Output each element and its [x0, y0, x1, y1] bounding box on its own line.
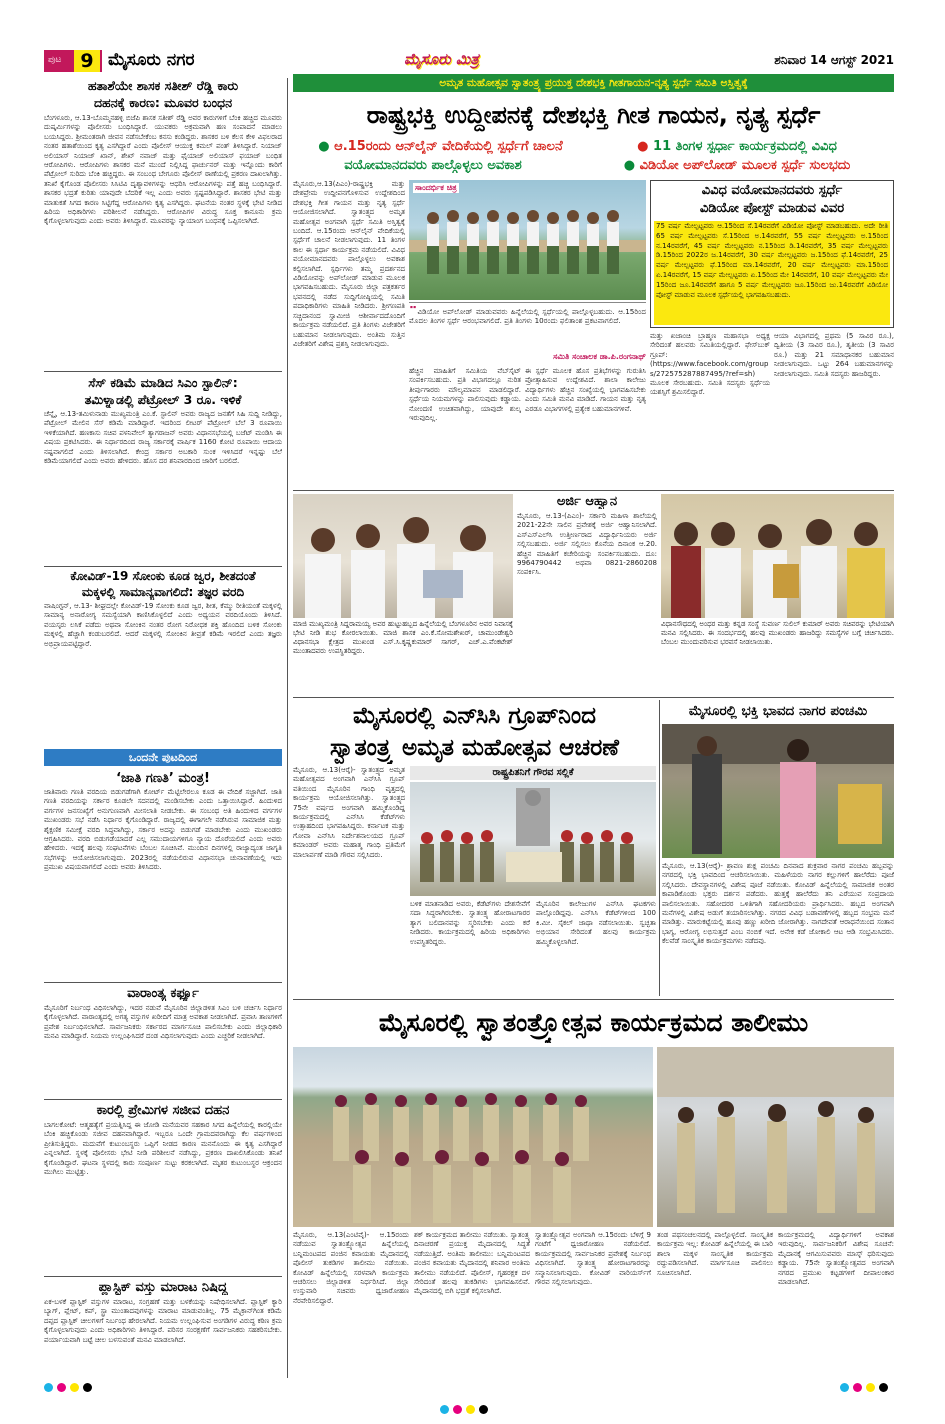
article-body: ಕಾರ್ಯಕ್ರಮದಲ್ಲಿ ವಿದ್ಯಾರ್ಥಿಗಳಿಗೆ ಅವಕಾಶ ಇರುವುದಿಲ್ಲ. ಸಾರ್ವಜನಿಕರಿಗೆ ವಿಶೇಷ ಸೂಚನೆ: ಮೈದಾನಕ್ಕೆ ಆಗಮಿಸುವವರು ಮಾಸ್ಕ್ ಧರಿಸುವುದು ಕಡ್ಡಾಯ. 75ನೇ ಸ್ವಾತಂತ್ರ್ಯೋತ್ಸವದ ಅಂಗವಾಗಿ ನಗರದ ಪ್ರಮುಖ ಕಟ್ಟಡಗಳಿಗೆ ದೀಪಾಲಂಕಾರ ಮಾಡಲಾಗಿದೆ.: [778, 1231, 894, 1287]
article-body: ಶಕ್ ಕಾರ್ಯಕ್ರಮದ ತಾಲೀಮು ನಡೆಯಿತು. ಸ್ವಾತಂತ್ರ್ಯ ದಿನಾಚರಣೆ ಪ್ರಯುಕ್ತ ಮೈದಾನದಲ್ಲಿ ಸಿದ್ಧತೆ ನಡೆಯುತ್ತಿದೆ. ಅಂತಿಮ ತಾಲೀಮು: ಬನ್ನಿಮಂಟಪದ ಪಂಜಿನ ಕವಾಯತು ಮೈದಾನದಲ್ಲಿ ಶನಿವಾರ ಅಂತಿಮ ತಾಲೀಮು ನಡೆಯಲಿದೆ. ಪೊಲೀಸ್, ಗೃಹರಕ್ಷಕ ದಳ ಸೇರಿದಂತೆ ಹಲವು ತುಕಡಿಗಳು ಭಾಗವಹಿಸಲಿವೆ. ಮೈದಾನದಲ್ಲಿ ಬಿಗಿ ಭದ್ರತೆ ಕಲ್ಪಿಸಲಾಗಿದೆ.: [414, 1231, 530, 1296]
divider: [44, 982, 282, 983]
subhead-bullets: [293, 139, 894, 177]
article-body: ಮೈಸೂರು, ಆ.13(ಆರ್‍ಕೆ)- ಶ್ರಾವಣ ಶುಕ್ಲ ಪಂಚಮಿ ದಿನವಾದ ಶುಕ್ರವಾರ ನಾಗರ ಪಂಚಮಿ ಹಬ್ಬವನ್ನು ನಗರದಲ್ಲಿ ಭಕ್ತಿ ಭಾವದಿಂದ ಆಚರಿಸಲಾಯಿತು. ಮಹಿಳೆಯರು ನಾಗರ ಕಲ್ಲುಗಳಿಗೆ ಹಾಲೆರೆದು ಪೂಜೆ ಸಲ್ಲಿಸಿದರು. ದೇವಸ್ಥಾನಗಳಲ್ಲಿ ವಿಶೇಷ ಪೂಜೆ ನಡೆಯಿತು. ಕೋವಿಡ್ ಹಿನ್ನೆಲೆಯಲ್ಲಿ ಸಾಮಾಜಿಕ ಅಂತರ ಕಾಪಾಡಿಕೊಂಡು ಭಕ್ತರು ದರ್ಶನ ಪಡೆದರು. ಹುತ್ತಕ್ಕೆ ಹಾಲೆರೆದು ತನಿ ಎರೆಯುವ ಸಂಪ್ರದಾಯ ಪಾಲಿಸಲಾಯಿತು. ಸಹೋದರರ ಒಳಿತಿಗಾಗಿ ಸಹೋದರಿಯರು ಪ್ರಾರ್ಥಿಸಿದರು. ಹಬ್ಬದ ಅಂಗವಾಗಿ ಮನೆಗಳಲ್ಲಿ ವಿಶೇಷ ಅಡುಗೆ ತಯಾರಿಸಲಾಗಿತ್ತು. ನಗರದ ವಿವಿಧ ಬಡಾವಣೆಗಳಲ್ಲಿ ಹಬ್ಬದ ಸಂಭ್ರಮ ಮನೆ ಮಾಡಿತ್ತು. ಮಾರುಕಟ್ಟೆಯಲ್ಲಿ ಹೂವು ಹಣ್ಣು ಖರೀದಿ ಜೋರಾಗಿತ್ತು. ನಾಗದೇವತೆ ಆರಾಧನೆಯಿಂದ ಸಂತಾನ ಭಾಗ್ಯ, ಆರೋಗ್ಯ ಲಭಿಸುತ್ತದೆ ಎಂಬ ನಂಬಿಕೆ ಇದೆ. ಅನೇಕ ಕಡೆ ಜೋಕಾಲಿ ಆಟ ಆಡಿ ಸಂಭ್ರಮಿಸಿದರು. ಕೆಲವೆಡೆ ಸಾಂಸ್ಕೃತಿಕ ಕಾರ್ಯಕ್ರಮಗಳು ನಡೆದವು.: [662, 862, 894, 946]
yellow-dot-icon: [466, 1405, 475, 1414]
bullet-dot-icon: ●: [623, 158, 636, 173]
top-headline: ರಾಷ್ಟ್ರಭಕ್ತಿ ಉದ್ದೀಪನಕ್ಕೆ ದೇಶಭಕ್ತಿ ಗೀತ ಗಾಯನ, ನೃತ್ಯ ಸ್ಪರ್ಧೆ: [366, 101, 821, 129]
top-banner: ಅಮೃತ ಮಹೋತ್ಸವ ಸ್ವಾತಂತ್ರ್ಯ ಪ್ರಯುಕ್ತ ದೇಶಭಕ್ತಿ ಗೀತಗಾಯನ-ನೃತ್ಯ ಸ್ಪರ್ಧೆ ಸಮಿತಿ ಅಸ್ತಿತ್ವಕ್ಕೆ: [293, 74, 894, 92]
masthead-logo: ಮೈಸೂರು ಮಿತ್ರ: [404, 50, 479, 68]
article-headline: ಮಕ್ಕಳಲ್ಲಿ ಸಾಮಾನ್ಯವಾಗಲಿದೆ: ತಜ್ಞರ ವರದಿ: [81, 585, 245, 599]
article-body: ಬೆಂಗಳೂರು, ಆ.13-ಬೊಮ್ಮನಹಳ್ಳಿ ಬಿಜೆಪಿ ಶಾಸಕ ಸತೀಶ್ ರೆಡ್ಡಿ ಅವರ ಕಾರುಗಳಿಗೆ ಬೆಂಕಿ ಹಚ್ಚಿದ ಮೂವರು ದುಷ್ಕರ್ಮಿಗಳನ್ನು ಪೊಲೀಸರು ಬಂಧಿಸಿದ್ದಾರೆ. ಯುವಕರು ಅಕ್ರಮವಾಗಿ ಹಣ ಸಂಪಾದನೆ ಮಾಡಲು ಬಯಸಿದ್ದರು. ಶ್ರೀಮಂತರಾಗಿ ಜೀವನ ನಡೆಸಬೇಕೆಂಬ ಕನಸು ಕಂಡಿದ್ದರು. ಶಾಸಕರ ಬಳಿ ಕೆಲಸ ಕೇಳಿ ವಿಫಲರಾದ ನಂತರ ಹತಾಶೆಯಿಂದ ಕೃತ್ಯ ಎಸಗಿದ್ದಾರೆ ಎಂದು ಪೊಲೀಸ್ ಆಯುಕ್ತ ಕಮಲ್ ಪಂತ್ ತಿಳಿಸಿದ್ದಾರೆ. ನಿಯಾಜ್ ಅಲಿಯಾಸ್ ನಿಯಾಜ್ ಖಾನ್, ಶೇಖ್ ನವಾಜ್ ಮತ್ತು ಫೈಯಾಜ್ ಅಲಿಯಾಸ್ ಫಯಾಜ್ ಬಂಧಿತ ಆರೋಪಿಗಳು. ಆರೋಪಿಗಳು ಶಾಸಕರ ಮನೆ ಮುಂದೆ ನಿಲ್ಲಿಸಿದ್ದ ಫಾರ್ಚುನರ್ ಮತ್ತು ಇನ್ನೊಂದು ಕಾರಿಗೆ ಪೆಟ್ರೋಲ್ ಸುರಿದು ಬೆಂಕಿ ಹಚ್ಚಿದ್ದರು. ಈ ಸಂಬಂಧ ಬೇಗೂರು ಪೊಲೀಸ್ ಠಾಣೆಯಲ್ಲಿ ಪ್ರಕರಣ ದಾಖಲಾಗಿತ್ತು. ತನಿಖೆ ಕೈಗೊಂಡ ಪೊಲೀಸರು ಸಿಸಿಟಿವಿ ದೃಶ್ಯಾವಳಿಗಳನ್ನು ಆಧರಿಸಿ ಆರೋಪಿಗಳನ್ನು ಪತ್ತೆ ಹಚ್ಚಿ ಬಂಧಿಸಿದ್ದಾರೆ. ಶಾಸಕರ ಭದ್ರತೆ ಕುರಿತು ಯಾವುದೇ ಬೆದರಿಕೆ ಇಲ್ಲ ಎಂದು ಅವರು ಸ್ಪಷ್ಟಪಡಿಸಿದ್ದಾರೆ. ಶಾಸಕರ ಭೇಟಿ ಮತ್ತು ಮಾತುಕತೆ ಸಿಗದ ಕಾರಣ ಸಿಟ್ಟಿಗೆದ್ದ ಆರೋಪಿಗಳು ಕೃತ್ಯ ಎಸಗಿದ್ದರು. ಘಟನೆಯ ನಂತರ ಸ್ಥಳಕ್ಕೆ ಭೇಟಿ ನೀಡಿದ ಹಿರಿಯ ಅಧಿಕಾರಿಗಳು ಪರಿಶೀಲನೆ ನಡೆಸಿದ್ದರು. ಆರೋಪಿಗಳ ವಿರುದ್ಧ ಸೂಕ್ತ ಕಾನೂನು ಕ್ರಮ ಕೈಗೊಳ್ಳಲಾಗುವುದು ಎಂದು ಅವರು ತಿಳಿಸಿದ್ದಾರೆ. ಮೂವರನ್ನು ನ್ಯಾಯಾಂಗ ಬಂಧನಕ್ಕೆ ಒಪ್ಪಿಸಲಾಗಿದೆ.: [44, 114, 282, 226]
article-headline: ಸೆಸ್ ಕಡಿಮೆ ಮಾಡಿದ ಸಿಎಂ ಸ್ಟಾಲಿನ್:: [88, 375, 238, 390]
yellow-dot-icon: [70, 1383, 79, 1392]
black-dot-icon: [83, 1383, 92, 1392]
article-body: ಮೈಸೂರಿಗೆ ನಿರ್ಬಂಧ ವಿಧಿಸಲಾಗಿದ್ದು, ಇದರ ನಡುವೆ ಮೈಸೂರಿನ ಜಿಲ್ಲಾಡಳಿತ ಸಿಎಂ ಬಳಿ ಚರ್ಚಿಸಿ ನಿರ್ಧಾರ ಕೈಗೊಳ್ಳಲಾಗಿದೆ. ವಾರಾಂತ್ಯದಲ್ಲಿ ಅಗತ್ಯ ವಸ್ತುಗಳ ಖರೀದಿಗೆ ಮಾತ್ರ ಅವಕಾಶ ನೀಡಲಾಗಿದೆ. ಪ್ರವಾಸಿ ತಾಣಗಳಿಗೆ ಪ್ರವೇಶ ನಿರ್ಬಂಧಿಸಲಾಗಿದೆ. ಸಾರ್ವಜನಿಕರು ಸರ್ಕಾರದ ಮಾರ್ಗಸೂಚಿ ಪಾಲಿಸಬೇಕು ಎಂದು ಜಿಲ್ಲಾಧಿಕಾರಿ ಮನವಿ ಮಾಡಿದ್ದಾರೆ. ನಿಯಮ ಉಲ್ಲಂಘಿಸಿದರೆ ದಂಡ ವಿಧಿಸಲಾಗುವುದು ಎಂದು ಎಚ್ಚರಿಕೆ ನೀಡಲಾಗಿದೆ.: [44, 1004, 282, 1041]
article-headline: ಹತಾಶೆಯೇ ಶಾಸಕ ಸತೀಶ್ ರೆಡ್ಡಿ ಕಾರು: [87, 78, 239, 93]
photo-parade-rehearsal: [293, 1047, 653, 1227]
yellow-dot-icon: [866, 1383, 875, 1392]
ncc-cadets-figures: [410, 782, 656, 896]
subhead-text: ವಯೋಮಾನದವರು ಪಾಲ್ಗೊಳ್ಳಲು ಅವಕಾಶ: [344, 158, 522, 173]
divider: [293, 999, 894, 1000]
article-body: ಈ ಸ್ಪರ್ಧೆ ಮೂಲಕ ಹೊಸ ಪ್ರತಿಭೆಗಳನ್ನು ಗುರುತಿಸಿ ಪ್ರೋತ್ಸಾಹಿಸುವ ಉದ್ದೇಶವಿದೆ. ಶಾಲಾ ಕಾಲೇಜು ವಿದ್ಯಾರ್ಥಿಗಳು ಹೆಚ್ಚಿನ ಸಂಖ್ಯೆಯಲ್ಲಿ ಭಾಗವಹಿಸಬೇಕು ಎಂದು ಸಮಿತಿ ಮನವಿ ಮಾಡಿದೆ. ಗಾಯನ ಮತ್ತು ನೃತ್ಯ ಎರಡೂ ವಿಭಾಗಗಳಲ್ಲಿ ಪ್ರತ್ಯೇಕ ಬಹುಮಾನಗಳಿವೆ.: [525, 367, 646, 413]
photo-siddaramaiah-visit: [293, 494, 513, 618]
ncc-photo-label: ರಾಷ್ಟ್ರಪಿತನಿಗೆ ಗೌರವ ಸಲ್ಲಿಕೆ: [410, 766, 656, 780]
continued-banner: ಒಂದನೇ ಪುಟದಿಂದ: [44, 749, 282, 766]
subhead-bullet: [303, 158, 563, 173]
article-body: ಚೆನ್ನೈ, ಆ.13-ತಮಿಳುನಾಡು ಮುಖ್ಯಮಂತ್ರಿ ಎಂ.ಕೆ. ಸ್ಟಾಲಿನ್ ಅವರು ರಾಜ್ಯದ ಜನತೆಗೆ ಸಿಹಿ ಸುದ್ದಿ ನೀಡಿದ್ದು, ಪೆಟ್ರೋಲ್ ಮೇಲಿನ ಸೆಸ್ ಕಡಿಮೆ ಮಾಡಿದ್ದಾರೆ. ಇದರಿಂದ ಲೀಟರ್ ಪೆಟ್ರೋಲ್ ಬೆಲೆ 3 ರೂಪಾಯಿ ಇಳಿಕೆಯಾಗಿದೆ. ಹಣಕಾಸು ಸಚಿವ ಪಳನಿವೇಲ್ ತ್ಯಾಗರಾಜನ್ ಅವರು ವಿಧಾನಸಭೆಯಲ್ಲಿ ಬಜೆಟ್ ಮಂಡಿಸಿ ಈ ವಿಷಯ ಪ್ರಕಟಿಸಿದರು. ಈ ನಿರ್ಧಾರದಿಂದ ರಾಜ್ಯ ಸರ್ಕಾರಕ್ಕೆ ವಾರ್ಷಿಕ 1160 ಕೋಟಿ ರೂಪಾಯಿ ಆದಾಯ ನಷ್ಟವಾಗಲಿದೆ ಎಂದು ತಿಳಿಸಲಾಗಿದೆ. ಕೇಂದ್ರ ಸರ್ಕಾರ ಅಬಕಾರಿ ಸುಂಕ ಇಳಿಸಿದರೆ ಇನ್ನಷ್ಟು ಬೆಲೆ ಕಡಿಮೆಯಾಗಲಿದೆ ಎಂದು ಅವರು ಹೇಳಿದರು. ಹೊಸ ದರ ಶನಿವಾರದಿಂದ ಜಾರಿಗೆ ಬರಲಿದೆ.: [44, 410, 282, 466]
article-body: ಮೈಸೂರು,ಆ.13(ಪಿಎಂ)-ರಾಷ್ಟ್ರಭಕ್ತಿ ಮತ್ತು ದೇಶಪ್ರೇಮ ಉದ್ದೀಪನಗೊಳಿಸುವ ಉದ್ದೇಶದಿಂದ ದೇಶಭಕ್ತಿ ಗೀತ ಗಾಯನ ಮತ್ತು ನೃತ್ಯ ಸ್ಪರ್ಧೆ ಆಯೋಜಿಸಲಾಗಿದೆ. ಸ್ವಾತಂತ್ರ್ಯದ ಅಮೃತ ಮಹೋತ್ಸವ ಅಂಗವಾಗಿ ಸ್ಪರ್ಧೆ ಸಮಿತಿ ಅಸ್ತಿತ್ವಕ್ಕೆ ಬಂದಿದೆ. ಆ.15ರಂದು ಆನ್‍ಲೈನ್ ವೇದಿಕೆಯಲ್ಲಿ ಸ್ಪರ್ಧೆಗೆ ಚಾಲನೆ ನೀಡಲಾಗುವುದು. 11 ತಿಂಗಳ ಕಾಲ ಈ ಸ್ಪರ್ಧಾ ಕಾರ್ಯಕ್ರಮ ನಡೆಯಲಿದೆ. ವಿವಿಧ ವಯೋಮಾನದವರು ಪಾಲ್ಗೊಳ್ಳಲು ಅವಕಾಶ ಕಲ್ಪಿಸಲಾಗಿದೆ. ಸ್ಪರ್ಧಿಗಳು ತಮ್ಮ ಪ್ರದರ್ಶನದ ವಿಡಿಯೋವನ್ನು ಅಪ್‍ಲೋಡ್ ಮಾಡುವ ಮೂಲಕ ಭಾಗವಹಿಸಬಹುದು. ಮೈಸೂರು ಜಿಲ್ಲಾ ಪತ್ರಕರ್ತರ ಭವನದಲ್ಲಿ ನಡೆದ ಸುದ್ದಿಗೋಷ್ಠಿಯಲ್ಲಿ ಸಮಿತಿ ಪದಾಧಿಕಾರಿಗಳು ಮಾಹಿತಿ ನೀಡಿದರು. ಶ್ರೀಗಣಪತಿ ಸಚ್ಚಿದಾನಂದ ಸ್ವಾಮೀಜಿ ಆಶೀರ್ವಾದದೊಂದಿಗೆ ಕಾರ್ಯಕ್ರಮ ನಡೆಯಲಿದೆ. ಪ್ರತಿ ತಿಂಗಳು ವಿಜೇತರಿಗೆ ಬಹುಮಾನ ನೀಡಲಾಗುವುದು. ಅಂತಿಮ ಸುತ್ತಿನ ವಿಜೇತರಿಗೆ ವಿಶೇಷ ಪ್ರಶಸ್ತಿ ನೀಡಲಾಗುವುದು.: [293, 180, 405, 348]
section-title: ಮೈಸೂರು ನಗರ: [108, 50, 195, 70]
divider: [44, 1099, 282, 1100]
quote-body: ವಿಡಿಯೋ ಅಪ್‍ಲೋಡ್ ಮಾಡುವವರು ಹಿನ್ನೆಲೆಯಲ್ಲಿ ಸ್ಪರ್ಧೆಯಲ್ಲಿ ಪಾಲ್ಗೊಳ್ಳಬಹುದು. ಆ.15ರಿಂದ ಮೊದಲ ತಿಂಗಳ ಸ್ಪರ್ಧೆ ಆರಂಭವಾಗಲಿದೆ. ಪ್ರತಿ ತಿಂಗಳು 10ರಂದು ಫಲಿತಾಂಶ ಪ್ರಕಟವಾಗಲಿದೆ.: [409, 307, 646, 326]
quote-author: ಸಮಿತಿ ಸಂಚಾಲಕ ಡಾ.ಪಿ.ರಂಗನಾಥ್: [553, 352, 646, 361]
quote-text: [409, 306, 646, 350]
subhead-bullet: [581, 139, 893, 154]
article-body: ಜಾತಿವಾರು ಗಣತಿ ವರದಿಯ ಬಿಡುಗಡೆಗಾಗಿ ಕೋರ್ಟ್ ಮೆಟ್ಟಿಲೇರಲೂ ಕೂಡ ಈ ವೇದಿಕೆ ಸಜ್ಜಾಗಿದೆ. ಜಾತಿ ಗಣತಿ ವರದಿಯನ್ನು ಸರ್ಕಾರ ಕೂಡಲೇ ಸದನದಲ್ಲಿ ಮಂಡಿಸಬೇಕು ಎಂದು ಒತ್ತಾಯಿಸಿದ್ದಾರೆ. ಹಿಂದುಳಿದ ವರ್ಗಗಳ ಜನಸಂಖ್ಯೆಗೆ ಅನುಗುಣವಾಗಿ ಮೀಸಲಾತಿ ನೀಡಬೇಕು. ಈ ಸಂಬಂಧ ಅತಿ ಹಿಂದುಳಿದ ವರ್ಗಗಳ ಮುಖಂಡರು ಸಭೆ ನಡೆಸಿ ನಿರ್ಧಾರ ಕೈಗೊಂಡಿದ್ದಾರೆ. ರಾಜ್ಯದಲ್ಲಿ ಈಗಾಗಲೇ ನಡೆಸಿರುವ ಸಾಮಾಜಿಕ ಮತ್ತು ಶೈಕ್ಷಣಿಕ ಸಮೀಕ್ಷೆ ವರದಿ ಸಿದ್ಧವಾಗಿದ್ದು, ಸರ್ಕಾರ ಅದನ್ನು ಬಿಡುಗಡೆ ಮಾಡಬೇಕು ಎಂದು ಮುಖಂಡರು ಆಗ್ರಹಿಸಿದರು. ವರದಿ ಬಿಡುಗಡೆಯಾದರೆ ಎಲ್ಲ ಸಮುದಾಯಗಳಿಗೂ ನ್ಯಾಯ ದೊರೆಯಲಿದೆ ಎಂದು ಅವರು ಹೇಳಿದರು. ಇದಕ್ಕೆ ಹಲವು ಸಂಘಟನೆಗಳು ಬೆಂಬಲ ಸೂಚಿಸಿವೆ. ಮುಂದಿನ ದಿನಗಳಲ್ಲಿ ರಾಜ್ಯಾದ್ಯಂತ ಜಾಗೃತಿ ಸಭೆಗಳನ್ನು ಆಯೋಜಿಸಲಾಗುವುದು. 2023ರಲ್ಲಿ ನಡೆಯಲಿರುವ ವಿಧಾನಸಭಾ ಚುನಾವಣೆಯಲ್ಲಿ ಇದು ಪ್ರಮುಖ ವಿಷಯವಾಗಲಿದೆ ಎಂದು ಅವರು ತಿಳಿಸಿದರು.: [44, 788, 282, 872]
ncc-headline: ಸ್ವಾತಂತ್ರ್ಯ ಅಮೃತ ಮಹೋತ್ಸವ ಆಚರಣೆ: [330, 735, 619, 761]
photo-caption: ವಿಧಾನಸೌಧದಲ್ಲಿ ಅಂಧರ ಮತ್ತು ಕನ್ನಡ ಸಂಸ್ಥೆ ಸುವರ್ಣ ಸುಲಿಲ್ ಕುಮಾರ್ ಅವರು ಸಚಿವರನ್ನು ಭೇಟಿಯಾಗಿ ಮನವಿ ಸಲ್ಲಿಸಿದರು. ಈ ಸಂದರ್ಭದಲ್ಲಿ ಹಲವು ಮುಖಂಡರು ಹಾಜರಿದ್ದು ಸಮಸ್ಯೆಗಳ ಬಗ್ಗೆ ಚರ್ಚಿಸಿದರು. ಬೆಂಬಲ ಮುಂದುವರಿಸುವ ಭರವಸೆ ನೀಡಲಾಯಿತು.: [661, 620, 894, 694]
article-headline: ಕಾರಲ್ಲಿ ಪ್ರೇಮಿಗಳ ಸಜೀವ ದಹನ: [96, 1103, 230, 1118]
devotees-figures: [662, 724, 894, 858]
marching-police-figures: [293, 1047, 653, 1227]
subhead-bullet: [303, 139, 578, 154]
article-body: ಬಾಗಲಕೋಟೆ: ಆತ್ಮಹತ್ಯೆಗೆ ಪ್ರಯತ್ನಿಸಿದ್ದ ಈ ಜೋಡಿ ಮನೆಯವರ ಸಹಕಾರ ಸಿಗದ ಹಿನ್ನೆಲೆಯಲ್ಲಿ ಕಾರಲ್ಲಿಯೇ ಬೆಂಕಿ ಹಚ್ಚಿಕೊಂಡು ಸಜೀವ ದಹನವಾಗಿದ್ದಾರೆ. ಇಬ್ಬರೂ ಒಂದೇ ಗ್ರಾಮದವರಾಗಿದ್ದು ಕೆಲ ವರ್ಷಗಳಿಂದ ಪ್ರೀತಿಸುತ್ತಿದ್ದರು. ಮದುವೆಗೆ ಕುಟುಂಬಸ್ಥರು ಒಪ್ಪಿಗೆ ನೀಡದ ಕಾರಣ ಮನನೊಂದು ಈ ಕೃತ್ಯ ಎಸಗಿದ್ದಾರೆ ಎನ್ನಲಾಗಿದೆ. ಸ್ಥಳಕ್ಕೆ ಪೊಲೀಸರು ಭೇಟಿ ನೀಡಿ ಪರಿಶೀಲನೆ ನಡೆಸಿದ್ದು, ಪ್ರಕರಣ ದಾಖಲಿಸಿಕೊಂಡು ತನಿಖೆ ಕೈಗೊಂಡಿದ್ದಾರೆ. ಘಟನಾ ಸ್ಥಳದಲ್ಲಿ ಕಾರು ಸಂಪೂರ್ಣ ಸುಟ್ಟು ಕರಕಲಾಗಿದೆ. ಮೃತರ ಕುಟುಂಬಸ್ಥರ ಆಕ್ರಂದನ ಮುಗಿಲು ಮುಟ್ಟಿತ್ತು.: [44, 1121, 282, 1177]
divider: [44, 566, 282, 567]
registration-marks-center: [440, 1405, 504, 1415]
black-dot-icon: [879, 1383, 888, 1392]
article-headline: ವಾರಾಂತ್ಯ ಕರ್ಫ್ಯೂ: [127, 986, 199, 1001]
nagara-headline: ಮೈಸೂರಲ್ಲಿ ಭಕ್ತಿ ಭಾವದ ನಾಗರ ಪಂಚಮಿ: [688, 703, 868, 719]
police-officers-figures: [657, 1047, 894, 1227]
cyan-dot-icon: [44, 1383, 53, 1392]
divider: [293, 490, 894, 491]
photo-caption: ಮಾಜಿ ಮುಖ್ಯಮಂತ್ರಿ ಸಿದ್ದರಾಮಯ್ಯ ಅವರ ಹುಟ್ಟುಹಬ್ಬದ ಹಿನ್ನೆಲೆಯಲ್ಲಿ ಬೆಂಗಳೂರಿನ ಅವರ ನಿವಾಸಕ್ಕೆ ಭೇಟಿ ನೀಡಿ ಶುಭ ಕೋರಲಾಯಿತು. ಮಾಜಿ ಶಾಸಕ ಎಂ.ಕೆ.ಸೋಮಶೇಖರ್, ಚಾಮುಂಡೇಶ್ವರಿ ವಿಧಾನಸಭಾ ಕ್ಷೇತ್ರದ ಮುಖಂಡ ಎಸ್.ಸಿ.ಕೃಷ್ಣಕುಮಾರ್ ಸಾಗರ್, ಎಚ್.ಎ.ವೆಂಕಟೇಶ್ ಮುಂತಾದವರು ಉಪಸ್ಥಿತರಿದ್ದರು.: [293, 620, 513, 660]
article-headline: ‘ಜಾತಿ ಗಣತಿ’ ಮಂತ್ರ!: [116, 771, 210, 786]
page-header: [44, 50, 894, 72]
page-number: 9: [74, 50, 100, 72]
article-headline: ತಮಿಳ್ನಾಡಲ್ಲಿ ಪೆಟ್ರೋಲ್ 3 ರೂ. ಇಳಿಕೆ: [84, 392, 242, 407]
article-body: ಸ್ವಾತಂತ್ರ್ಯೋತ್ಸವ ಅಂಗವಾಗಿ ಆ.15ರಂದು ಬೆಳಿಗ್ಗೆ 9 ಗಂಟೆಗೆ ಧ್ವಜಾರೋಹಣ ನಡೆಯಲಿದೆ. ಕಾರ್ಯಕ್ರಮದಲ್ಲಿ ಸಾರ್ವಜನಿಕರ ಪ್ರವೇಶಕ್ಕೆ ನಿರ್ಬಂಧ ವಿಧಿಸಲಾಗಿದೆ. ಸ್ವಾತಂತ್ರ್ಯ ಹೋರಾಟಗಾರರನ್ನು ಸನ್ಮಾನಿಸಲಾಗುವುದು. ಕೋವಿಡ್ ವಾರಿಯರ್ಸ್‍ಗೆ ಗೌರವ ಸಲ್ಲಿಸಲಾಗುವುದು.: [535, 1231, 651, 1287]
magenta-dot-icon: [853, 1383, 862, 1392]
students-figures: [409, 180, 646, 300]
article-headline: ದಹನಕ್ಕೆ ಕಾರಣ: ಮೂವರ ಬಂಧನ: [93, 95, 233, 110]
article-body: ಮೈಸೂರು, ಆ.13(ಆರ್‍ಕೆ)- ಸ್ವಾತಂತ್ರ್ಯದ ಅಮೃತ ಮಹೋತ್ಸವದ ಅಂಗವಾಗಿ ಎನ್‍ಸಿಸಿ ಗ್ರೂಪ್ ವತಿಯಿಂದ ಮೈಸೂರಿನ ಗಾಂಧಿ ವೃತ್ತದಲ್ಲಿ ಕಾರ್ಯಕ್ರಮ ಆಯೋಜಿಸಲಾಗಿತ್ತು. ಸ್ವಾತಂತ್ರ್ಯದ 75ನೇ ವರ್ಷದ ಅಂಗವಾಗಿ ಹಮ್ಮಿಕೊಂಡಿದ್ದ ಕಾರ್ಯಕ್ರಮದಲ್ಲಿ ಎನ್‍ಸಿಸಿ ಕೆಡೆಟ್‍ಗಳು ಉತ್ಸಾಹದಿಂದ ಭಾಗವಹಿಸಿದ್ದರು. ಕರ್ನಾಟಕ ಮತ್ತು ಗೋವಾ ಎನ್‍ಸಿಸಿ ನಿರ್ದೇಶನಾಲಯದ ಗ್ರೂಪ್ ಕಮಾಂಡರ್ ಅವರು ಮಹಾತ್ಮ ಗಾಂಧಿ ಪ್ರತಿಮೆಗೆ ಮಾಲಾರ್ಪಣೆ ಮಾಡಿ ಗೌರವ ಸಲ್ಲಿಸಿದರು.: [293, 766, 405, 859]
subhead-text: ಆ.15ರಂದು ಆನ್‍ಲೈನ್ ವೇದಿಕೆಯಲ್ಲಿ ಸ್ಪರ್ಧೆಗೆ ಚಾಲನೆ: [334, 139, 563, 154]
page-label: ಪುಟ: [48, 55, 62, 65]
quote-box: [409, 302, 646, 364]
page-number-badge: [44, 50, 102, 72]
article-body: ಬಳಿಕ ಮಾತನಾಡಿದ ಅವರು, ಕೆಡೆಟ್‍ಗಳು ದೇಶಸೇವೆಗೆ ಸದಾ ಸಿದ್ಧರಾಗಿರಬೇಕು. ಸ್ವಾತಂತ್ರ್ಯ ಹೋರಾಟಗಾರರ ತ್ಯಾಗ ಬಲಿದಾನವನ್ನು ಸ್ಮರಿಸಬೇಕು ಎಂದು ಕರೆ ನೀಡಿದರು. ಕಾರ್ಯಕ್ರಮದಲ್ಲಿ ಹಿರಿಯ ಅಧಿಕಾರಿಗಳು ಉಪಸ್ಥಿತರಿದ್ದರು.: [410, 900, 530, 946]
black-dot-icon: [479, 1405, 488, 1414]
subhead-text: 11 ತಿಂಗಳ ಸ್ಪರ್ಧಾ ಕಾರ್ಯಕ್ರಮದಲ್ಲಿ ವಿವಿಧ: [653, 139, 837, 154]
subhead-bullet: [581, 158, 893, 173]
quote-mark-icon: “: [409, 306, 418, 318]
subhead-text: ವಿಡಿಯೋ ಅಪ್‍ಲೋಡ್ ಮೂಲಕ ಸ್ಪರ್ಧೆ ಸುಲಭದು: [639, 158, 851, 173]
notice-title: ಅರ್ಜಿ ಆಹ್ವಾನ: [556, 494, 618, 509]
notice-box: [517, 494, 657, 660]
article-body: ತಂಡ ಪಥಸಂಚಲನದಲ್ಲಿ ಪಾಲ್ಗೊಳ್ಳಲಿದೆ. ಸಾಂಸ್ಕೃತಿಕ ಕಾರ್ಯಕ್ರಮ ಇಲ್ಲ: ಕೋವಿಡ್ ಹಿನ್ನೆಲೆಯಲ್ಲಿ ಈ ಬಾರಿ ಶಾಲಾ ಮಕ್ಕಳ ಸಾಂಸ್ಕೃತಿಕ ಕಾರ್ಯಕ್ರಮ ರದ್ದುಪಡಿಸಲಾಗಿದೆ. ಮಾರ್ಗಸೂಚಿ ಪಾಲಿಸಲು ಸೂಚಿಸಲಾಗಿದೆ.: [657, 1231, 773, 1277]
parade-headline: ಮೈಸೂರಲ್ಲಿ ಸ್ವಾತಂತ್ರ್ಯೋತ್ಸವ ಕಾರ್ಯಕ್ರಮದ ತಾಲೀಮು: [378, 1008, 809, 1037]
left-column: [44, 78, 282, 1378]
column-divider: [659, 700, 660, 996]
bullet-dot-icon: ●: [637, 139, 649, 154]
box-body: 75 ವರ್ಷ ಮೇಲ್ಪಟ್ಟವರು ಆ.15ರಿಂದ ಸೆ.14ರವರೆಗೆ ವಿಡಿಯೋ ಪೋಸ್ಟ್ ಮಾಡಬಹುದು. ಅದೇ ರೀತಿ 65 ವರ್ಷ ಮೇಲ್ಪಟ್ಟವರು ಸೆ.15ರಿಂದ ಅ.14ರವರೆಗೆ, 55 ವರ್ಷ ಮೇಲ್ಪಟ್ಟವರು ಅ.15ರಿಂದ ನ.14ರವರೆಗೆ, 45 ವರ್ಷ ಮೇಲ್ಪಟ್ಟವರು ನ.15ರಿಂದ ಡಿ.14ರವರೆಗೆ, 35 ವರ್ಷ ಮೇಲ್ಪಟ್ಟವರು ಡಿ.15ರಿಂದ 2022ರ ಜ.14ರವರೆಗೆ, 30 ವರ್ಷ ಮೇಲ್ಪಟ್ಟವರು ಜ.15ರಿಂದ ಫೆ.14ರವರೆಗೆ, 25 ವರ್ಷ ಮೇಲ್ಪಟ್ಟವರು ಫೆ.15ರಿಂದ ಮಾ.14ರವರೆಗೆ, 20 ವರ್ಷ ಮೇಲ್ಪಟ್ಟವರು ಮಾ.15ರಿಂದ ಏ.14ರವರೆಗೆ, 15 ವರ್ಷ ಮೇಲ್ಪಟ್ಟವರು ಏ.15ರಿಂದ ಮೇ 14ರವರೆಗೆ, 10 ವರ್ಷ ಮೇಲ್ಪಟ್ಟವರು ಮೇ 15ರಿಂದ ಜೂ.14ರವರೆಗೆ ಹಾಗೂ 5 ವರ್ಷ ಮೇಲ್ಪಟ್ಟವರು ಜೂ.15ರಿಂದ ಜು.14ರವರೆಗೆ ವಿಡಿಯೋ ಪೋಸ್ಟ್ ಮಾಡುವ ಮೂಲಕ ಸ್ಪರ್ಧೆಯಲ್ಲಿ ಭಾಗವಹಿಸಬಹುದು.: [654, 221, 890, 325]
people-figures: [293, 494, 513, 618]
article-headline: ಪ್ಲಾಸ್ಟಿಕ್ ವಸ್ತು ಮಾರಾಟ ನಿಷಿದ್ಧ: [98, 1280, 228, 1295]
registration-marks-right: [840, 1383, 904, 1393]
photo-label: ಸಾಂದರ್ಭಿಕ ಚಿತ್ರ: [415, 183, 457, 192]
divider: [44, 371, 282, 372]
article-headline: ಕೋವಿಡ್-19 ಸೋಂಕು ಕೂಡ ಜ್ವರ, ಶೀತದಂತೆ: [70, 569, 256, 583]
article-body: ಮತ್ತು ಖಜಾಂಚಿ ಬ್ರಾಹ್ಮಣ ಮಹಾಸಭಾ ಅಧ್ಯಕ್ಷ ಸೇರಿದಂತೆ ಹಲವರು ಸಮಿತಿಯಲ್ಲಿದ್ದಾರೆ. ಫೇಸ್‍ಬುಕ್ ಗ್ರೂಪ್: (https://www.facebook.com/groups/272575287887495/?ref=sh) ಮೂಲಕ ಸೇರಬಹುದು. ಸಮಿತಿ ಸದಸ್ಯರು ಸ್ಪರ್ಧೆಯ ಯಶಸ್ಸಿಗೆ ಶ್ರಮಿಸಲಿದ್ದಾರೆ.: [650, 332, 770, 397]
article-body: ಮೈಸೂರಿನ ಕಾಲೇಜುಗಳ ಎನ್‍ಸಿಸಿ ಘಟಕಗಳು ಪಾಲ್ಗೊಂಡಿದ್ದವು. ಎನ್‍ಸಿಸಿ ಕೆಡೆಟ್‍ಗಳಿಂದ 100 ಕಿ.ಮೀ. ಸೈಕಲ್ ಜಾಥಾ ನಡೆಸಲಾಯಿತು. ಸ್ವಚ್ಛತಾ ಅಭಿಯಾನ ಸೇರಿದಂತೆ ಹಲವು ಕಾರ್ಯಕ್ರಮ ಹಮ್ಮಿಕೊಳ್ಳಲಾಗಿದೆ.: [536, 900, 656, 946]
article-body: ಹೆಚ್ಚಿನ ಮಾಹಿತಿಗೆ ಸಮಿತಿಯ ವೆಬ್‍ಸೈಟ್ ಸಂಪರ್ಕಿಸಬಹುದು. ಪ್ರತಿ ವಿಭಾಗದಲ್ಲೂ ನುರಿತ ತೀರ್ಪುಗಾರರು ಮೌಲ್ಯಮಾಪನ ಮಾಡಲಿದ್ದಾರೆ. ಸ್ಪರ್ಧೆಯ ನಿಯಮಗಳನ್ನು ಪಾಲಿಸುವುದು ಕಡ್ಡಾಯ. ನೋಂದಣಿ ಉಚಿತವಾಗಿದ್ದು, ಯಾವುದೇ ಶುಲ್ಕ ಇರುವುದಿಲ್ಲ.: [409, 367, 521, 423]
photo-police-ceremony: [657, 1047, 894, 1227]
people-figures: [661, 494, 894, 618]
photo-memento-presentation: [661, 494, 894, 618]
cyan-dot-icon: [840, 1383, 849, 1392]
notice-body: ಮೈಸೂರು, ಆ.13-(ಪಿಎಂ)- ಸರ್ಕಾರಿ ಮಹಿಳಾ ಶಾಲೆಯಲ್ಲಿ 2021-22ನೇ ಸಾಲಿನ ಪ್ರವೇಶಕ್ಕೆ ಅರ್ಜಿ ಆಹ್ವಾನಿಸಲಾಗಿದೆ. ಎಸ್‍ಎಸ್‍ಎಲ್‍ಸಿ ಉತ್ತೀರ್ಣರಾದ ವಿದ್ಯಾರ್ಥಿನಿಯರು ಅರ್ಜಿ ಸಲ್ಲಿಸಬಹುದು. ಅರ್ಜಿ ಸಲ್ಲಿಸಲು ಕೊನೆಯ ದಿನಾಂಕ ಆ.20. ಹೆಚ್ಚಿನ ಮಾಹಿತಿಗೆ ಕಚೇರಿಯನ್ನು ಸಂಪರ್ಕಿಸಬಹುದು. ದೂ: 9964790442 ಅಥವಾ 0821-2860208 ಸಂಪರ್ಕಿಸಿ.: [517, 512, 657, 577]
article-body: ವಾಷಿಂಗ್ಟನ್, ಆ.13- ಶೀಘ್ರದಲ್ಲೇ ಕೋವಿಡ್-19 ಸೋಂಕು ಕೂಡ ಜ್ವರ, ಶೀತ, ಕೆಮ್ಮು ರೀತಿಯಂತೆ ಮಕ್ಕಳಲ್ಲಿ ಸಾಮಾನ್ಯ ಅನಾರೋಗ್ಯ ಸಮಸ್ಯೆಯಾಗಿ ಕಾಣಿಸಿಕೊಳ್ಳಲಿದೆ ಎಂದು ಅಧ್ಯಯನ ವರದಿಯೊಂದು ತಿಳಿಸಿದೆ. ವಯಸ್ಕರು ಲಸಿಕೆ ಪಡೆದು ಅಥವಾ ಸೋಂಕಿನ ನಂತರ ರೋಗ ನಿರೋಧಕ ಶಕ್ತಿ ಹೊಂದಿದ ಬಳಿಕ ಸೋಂಕು ಮಕ್ಕಳಲ್ಲಿ ಹೆಚ್ಚಾಗಿ ಕಂಡುಬರಲಿದೆ. ಆದರೆ ಮಕ್ಕಳಲ್ಲಿ ಸೋಂಕಿನ ತೀವ್ರತೆ ಕಡಿಮೆ ಇರಲಿದೆ ಎಂದು ತಜ್ಞರು ಅಭಿಪ್ರಾಯಪಟ್ಟಿದ್ದಾರೆ.: [44, 602, 282, 648]
photo-ncc-gandhi-tribute: [410, 782, 656, 896]
divider: [44, 1276, 282, 1277]
photo-nagara-panchami: [662, 724, 894, 858]
article-body: ಆಯಾ ವಿಭಾಗದಲ್ಲಿ ಪ್ರಥಮ (5 ಸಾವಿರ ರೂ.), ದ್ವಿತೀಯ (3 ಸಾವಿರ ರೂ.), ತೃತೀಯ (3 ಸಾವಿರ ರೂ.) ಮತ್ತು 21 ಸಮಾಧಾನಕರ ಬಹುಮಾನ ನೀಡಲಾಗುವುದು. ಒಟ್ಟು 264 ಬಹುಮಾನಗಳನ್ನು ನೀಡಲಾಗುವುದು. ಸಮಿತಿ ಸದಸ್ಯರು ಹಾಜರಿದ್ದರು.: [774, 332, 894, 378]
article-body: ಮೈಸೂರು, ಆ.13(ಎಂಟಿವೈ)- ಆ.15ರಂದು ನಡೆಯುವ ಸ್ವಾತಂತ್ರ್ಯೋತ್ಸವ ಹಿನ್ನೆಲೆಯಲ್ಲಿ ಬನ್ನಿಮಂಟಪದ ಪಂಜಿನ ಕವಾಯತು ಮೈದಾನದಲ್ಲಿ ಪೊಲೀಸ್ ತುಕಡಿಗಳ ತಾಲೀಮು ನಡೆಯಿತು. ಕೋವಿಡ್ ಹಿನ್ನೆಲೆಯಲ್ಲಿ ಸರಳವಾಗಿ ಕಾರ್ಯಕ್ರಮ ಆಚರಿಸಲು ಜಿಲ್ಲಾಡಳಿತ ನಿರ್ಧರಿಸಿದೆ. ಜಿಲ್ಲಾ ಉಸ್ತುವಾರಿ ಸಚಿವರು ಧ್ವಜಾರೋಹಣ ನೆರವೇರಿಸಲಿದ್ದಾರೆ.: [293, 1231, 409, 1305]
contest-info-box: [650, 180, 894, 328]
bullet-dot-icon: ●: [318, 139, 330, 154]
divider: [293, 697, 894, 698]
magenta-dot-icon: [57, 1383, 66, 1392]
box-title: ವಿಡಿಯೋ ಪೋಸ್ಟ್ ಮಾಡುವ ವಿವರ: [699, 201, 845, 216]
article-body: ಏಕ-ಬಳಕೆ ಪ್ಲಾಸ್ಟಿಕ್ ವಸ್ತುಗಳ ಮಾರಾಟ, ಸಂಗ್ರಹಣೆ ಮತ್ತು ಬಳಕೆಯನ್ನು ನಿಷೇಧಿಸಲಾಗಿದೆ. ಪ್ಲಾಸ್ಟಿಕ್ ಕ್ಯಾರಿ ಬ್ಯಾಗ್, ಪ್ಲೇಟ್, ಕಪ್, ಸ್ಟ್ರಾ ಮುಂತಾದವುಗಳನ್ನು ಮಾರಾಟ ಮಾಡುವಂತಿಲ್ಲ. 75 ಮೈಕ್ರಾನ್‍ಗಿಂತ ಕಡಿಮೆ ದಪ್ಪದ ಪ್ಲಾಸ್ಟಿಕ್ ಚೀಲಗಳಿಗೆ ನಿರ್ಬಂಧ ಹೇರಲಾಗಿದೆ. ನಿಯಮ ಉಲ್ಲಂಘಿಸುವ ಅಂಗಡಿಗಳ ವಿರುದ್ಧ ಕಠಿಣ ಕ್ರಮ ಕೈಗೊಳ್ಳಲಾಗುವುದು ಎಂದು ಅಧಿಕಾರಿಗಳು ತಿಳಿಸಿದ್ದಾರೆ. ಪರಿಸರ ಸಂರಕ್ಷಣೆಗೆ ಸಾರ್ವಜನಿಕರು ಸಹಕರಿಸಬೇಕು. ಪರ್ಯಾಯವಾಗಿ ಬಟ್ಟೆ ಚೀಲ ಬಳಸುವಂತೆ ಮನವಿ ಮಾಡಲಾಗಿದೆ.: [44, 1298, 282, 1344]
magenta-dot-icon: [453, 1405, 462, 1414]
box-title: ವಿವಿಧ ವಯೋಮಾನದವರು ಸ್ಪರ್ಧೆ: [701, 183, 843, 198]
ncc-headline: ಮೈಸೂರಲ್ಲಿ ಎನ್‍ಸಿಸಿ ಗ್ರೂಪ್‍ನಿಂದ: [353, 703, 596, 729]
page-date: ಶನಿವಾರ 14 ಆಗಸ್ಟ್ 2021: [774, 53, 894, 67]
column-divider: [287, 78, 288, 1378]
cyan-dot-icon: [440, 1405, 449, 1414]
registration-marks-left: [44, 1383, 108, 1393]
photo-students-singing: [409, 180, 646, 300]
